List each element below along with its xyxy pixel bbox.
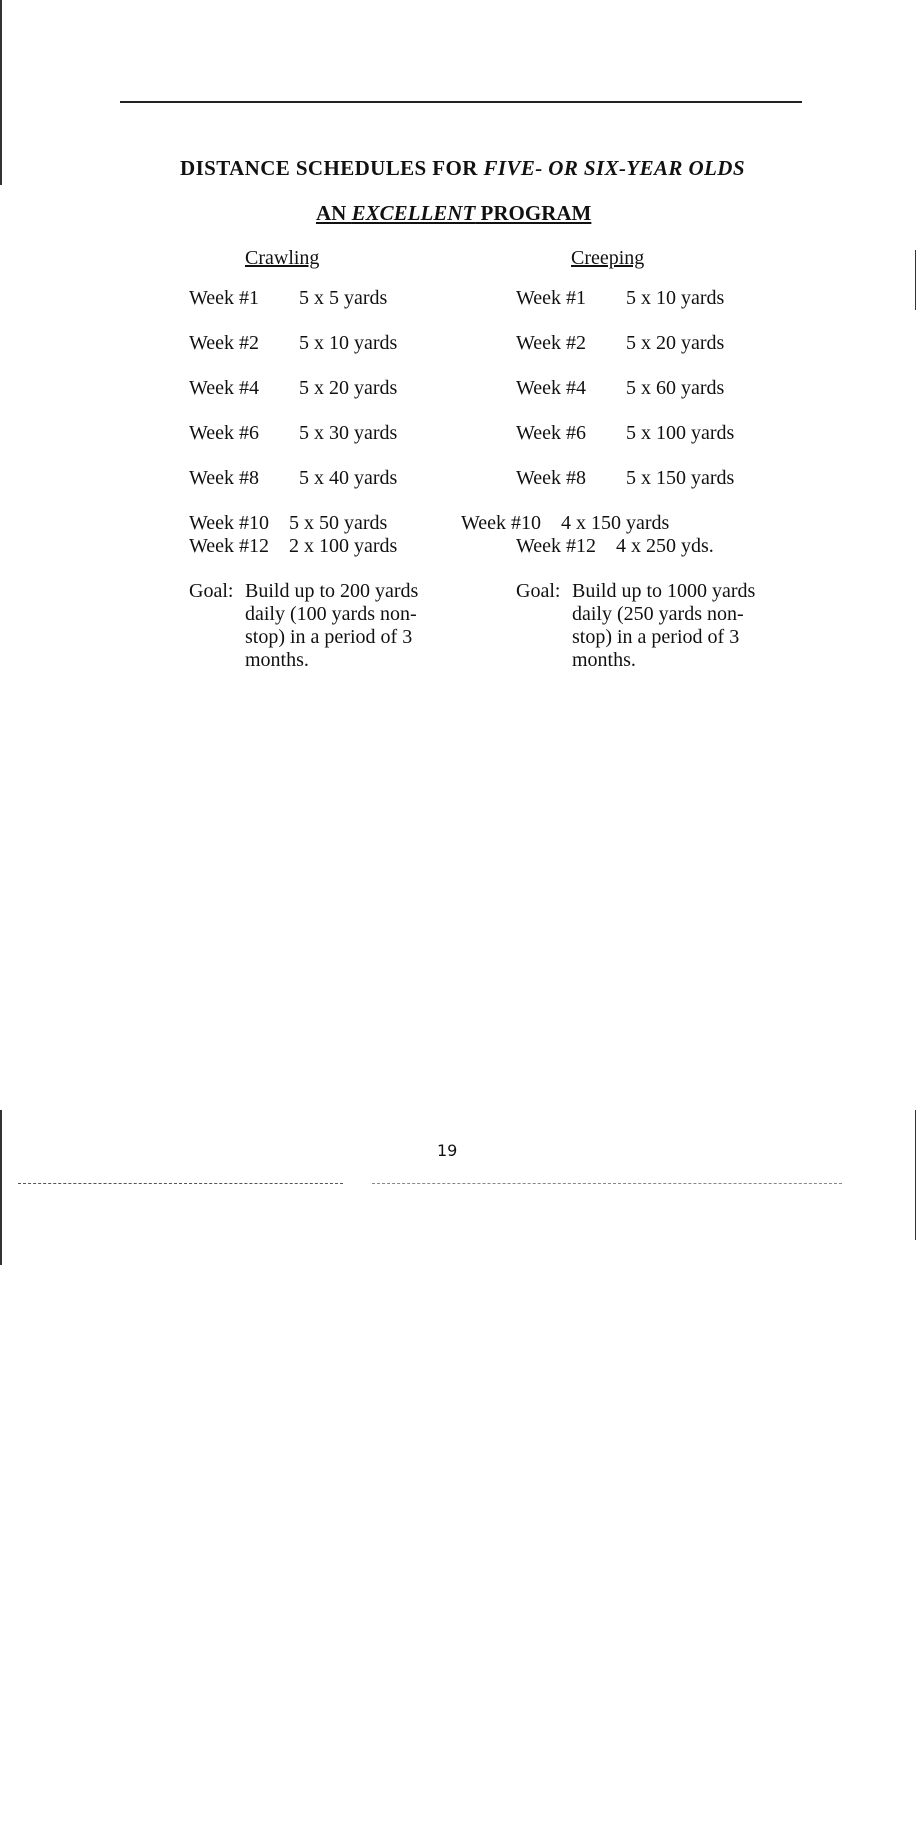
subtitle-suffix: PROGRAM: [475, 201, 592, 225]
crawling-row: [189, 535, 397, 558]
crawling-goal: [189, 580, 449, 680]
crawling-distance: 5 x 10 yards: [299, 332, 398, 354]
creeping-row: [516, 287, 724, 310]
crawling-row: [189, 467, 397, 490]
bottom-rule-left: [18, 1183, 343, 1185]
creeping-distance: 5 x 60 yards: [626, 377, 725, 399]
program-subtitle: [316, 201, 591, 226]
creeping-distance: 4 x 150 yards: [561, 512, 670, 534]
crawling-distance: 5 x 20 yards: [299, 377, 398, 399]
creeping-distance: 5 x 150 yards: [626, 467, 735, 489]
creeping-week: Week #10: [461, 512, 542, 534]
goal-line: months.: [245, 649, 309, 671]
creeping-heading: Creeping: [571, 247, 645, 269]
crawling-week: Week #10: [189, 512, 270, 534]
crawling-row: [189, 512, 387, 535]
creeping-row: [516, 332, 724, 355]
crawling-distance: 5 x 50 yards: [289, 512, 388, 534]
goal-line: Build up to 1000 yards: [572, 580, 756, 602]
crawling-week: Week #8: [189, 467, 260, 489]
crawling-distance: 5 x 40 yards: [299, 467, 398, 489]
creeping-row: [461, 512, 669, 535]
creeping-row: [516, 535, 714, 558]
creeping-distance: 5 x 10 yards: [626, 287, 725, 309]
crawling-goal-label: Goal:: [189, 580, 234, 602]
bottom-rule-right: [372, 1183, 842, 1185]
crawling-row: [189, 332, 397, 355]
goal-line: daily (250 yards non-: [572, 603, 744, 625]
creeping-week: Week #8: [516, 467, 587, 489]
scan-edge-right-b: [915, 1110, 916, 1240]
subtitle-prefix: AN: [316, 201, 352, 225]
creeping-distance: 5 x 20 yards: [626, 332, 725, 354]
scan-edge-right-a: [915, 250, 916, 310]
goal-line: stop) in a period of 3: [245, 626, 413, 648]
creeping-goal-text: [572, 580, 755, 672]
scan-edge-left-top: [0, 0, 2, 185]
creeping-row: [516, 422, 734, 445]
page-number: 19: [437, 1141, 458, 1160]
creeping-week: Week #1: [516, 287, 587, 309]
goal-line: Build up to 200 yards: [245, 580, 419, 602]
crawling-distance: 5 x 30 yards: [299, 422, 398, 444]
creeping-distance: 5 x 100 yards: [626, 422, 735, 444]
crawling-row: [189, 377, 397, 400]
goal-line: daily (100 yards non-: [245, 603, 417, 625]
title-prefix: DISTANCE SCHEDULES FOR: [180, 156, 484, 180]
scan-edge-left-bottom: [0, 1110, 2, 1265]
crawling-row: [189, 422, 397, 445]
creeping-distance: 4 x 250 yds.: [616, 535, 714, 557]
creeping-week: Week #6: [516, 422, 587, 444]
creeping-goal-label: Goal:: [516, 580, 561, 602]
crawling-week: Week #2: [189, 332, 260, 354]
crawling-week: Week #6: [189, 422, 260, 444]
crawling-row: [189, 287, 387, 310]
top-rule: [120, 101, 802, 103]
crawling-distance: 2 x 100 yards: [289, 535, 398, 557]
creeping-week: Week #12: [516, 535, 597, 557]
creeping-goal: [516, 580, 796, 680]
crawling-week: Week #4: [189, 377, 260, 399]
crawling-week: Week #1: [189, 287, 260, 309]
crawling-goal-text: [245, 580, 418, 672]
crawling-heading: Crawling: [245, 247, 320, 269]
goal-line: stop) in a period of 3: [572, 626, 740, 648]
creeping-row: [516, 377, 724, 400]
crawling-distance: 5 x 5 yards: [299, 287, 388, 309]
creeping-week: Week #4: [516, 377, 587, 399]
creeping-row: [516, 467, 734, 490]
goal-line: months.: [572, 649, 636, 671]
title-emphasis: FIVE- OR SIX-YEAR OLDS: [483, 156, 745, 180]
subtitle-emphasis: EXCELLENT: [351, 201, 476, 225]
crawling-week: Week #12: [189, 535, 270, 557]
page-title: [180, 156, 745, 181]
creeping-week: Week #2: [516, 332, 587, 354]
